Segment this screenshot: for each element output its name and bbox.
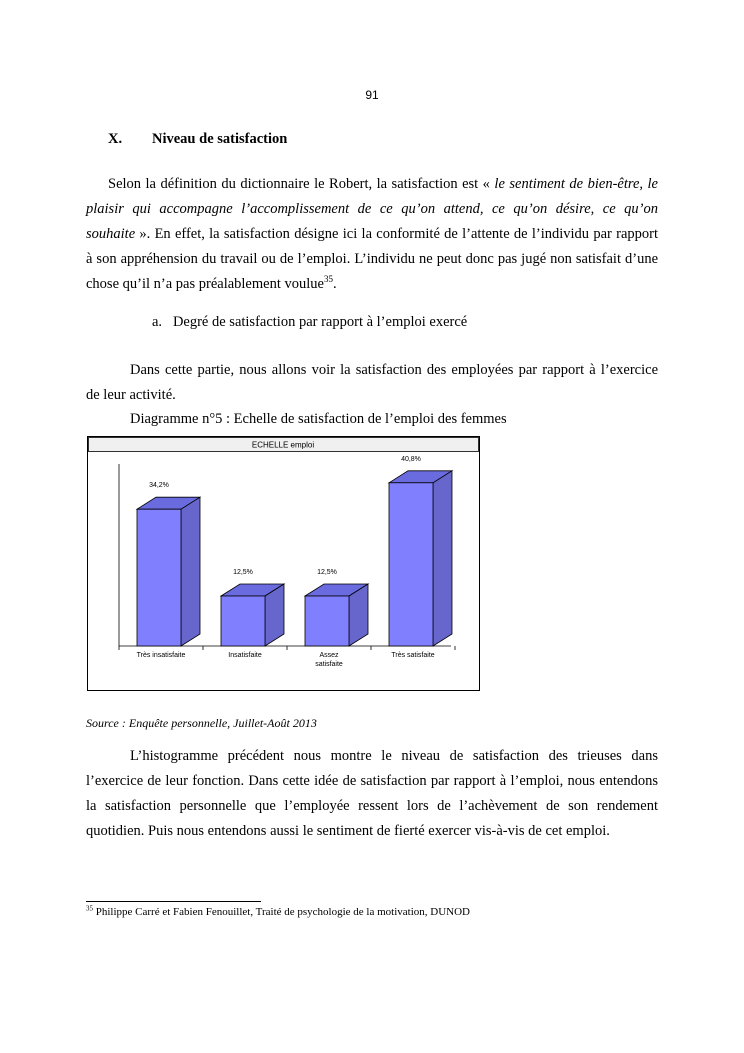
data-label-2: 12,5% [233,569,253,576]
data-label-1: 34,2% [149,482,169,490]
footnote-text: Philippe Carré et Fabien Fenouillet, Traité de psychologie de la motivation, DUNOD [93,906,470,918]
intro-quote: le sentiment de bien-être, le [494,176,658,192]
page-number: 91 [365,88,379,102]
footnote [86,906,470,918]
bar-3 [305,596,349,646]
subsection-letter: a. [152,314,163,330]
intro-text: à son appréhension du travail ou de l’emploi. L’individu ne peut donc pas jugé non satisfait d’une [86,251,658,267]
part-line-2: de leur activité. [86,387,176,403]
conclusion-line-1: L’histogramme précédent nous montre le niveau de satisfaction des trieuses dans [130,748,658,764]
intro-quote: plaisir qui accompagne l’accomplissement de ce qu’on attend, ce qu’on désire, ce qu’on [86,201,658,217]
intro-line-5 [86,274,658,294]
chart-title: ECHELLE emploi [251,440,315,450]
intro-text: ». En effet, la satisfaction désigne ici la conformité de l’attente de l’individu par rapport [135,226,658,242]
intro-line-4 [86,249,658,269]
category-label-3: Assez satisfaite [315,652,343,668]
intro-text: chose qu’il n’a pas préalablement voulue [86,276,324,292]
bar-side-1 [181,497,200,646]
diagram-caption: Diagramme n°5 : Echelle de satisfaction de l’emploi des femmes [130,411,507,427]
intro-quote: souhaite [86,226,136,242]
data-label-3: 12,5% [317,569,337,576]
bar-1 [137,509,181,646]
source-note: Source : Enquête personnelle, Juillet-Août 2013 [86,716,317,730]
section-number: X. [108,131,123,147]
part-line-1: Dans cette partie, nous allons voir la satisfaction des employées par rapport à l’exercice [130,362,658,378]
footnote-ref[interactable]: 35 [323,274,333,285]
intro-text: . [332,276,337,292]
subsection-title: Degré de satisfaction par rapport à l’emploi exercé [172,314,468,330]
intro-text: Selon la définition du dictionnaire le Robert, la satisfaction est « [108,176,495,192]
bar-2 [221,596,265,646]
intro-line-3 [86,224,658,244]
category-label-1: Très insatisfaite [136,652,186,659]
conclusion-line-3: la satisfaction personnelle que l’employée ressent lors de l’achèvement de son rendement [86,798,658,814]
intro-line-2 [86,199,658,219]
intro-line-1 [108,174,658,194]
conclusion-line-2: l’exercice de leur fonction. Dans cette idée de satisfaction par rapport à l’emploi, nous entendons [86,773,658,789]
category-label-4: Très satisfaite [391,652,435,659]
bar-side-4 [433,471,452,646]
bar-chart [87,436,480,691]
data-label-4: 40,8% [401,455,421,463]
footnote-divider [86,901,261,902]
conclusion-line-4: quotidien. Puis nous entendons aussi le sentiment de fierté exercer vis-à-vis de cet emploi. [86,823,610,839]
category-label-2: Insatisfaite [228,652,262,659]
footnote-number: 35 [86,904,93,913]
bar-4 [389,483,433,646]
subsection-heading [152,314,467,331]
section-title: Niveau de satisfaction [152,131,288,147]
